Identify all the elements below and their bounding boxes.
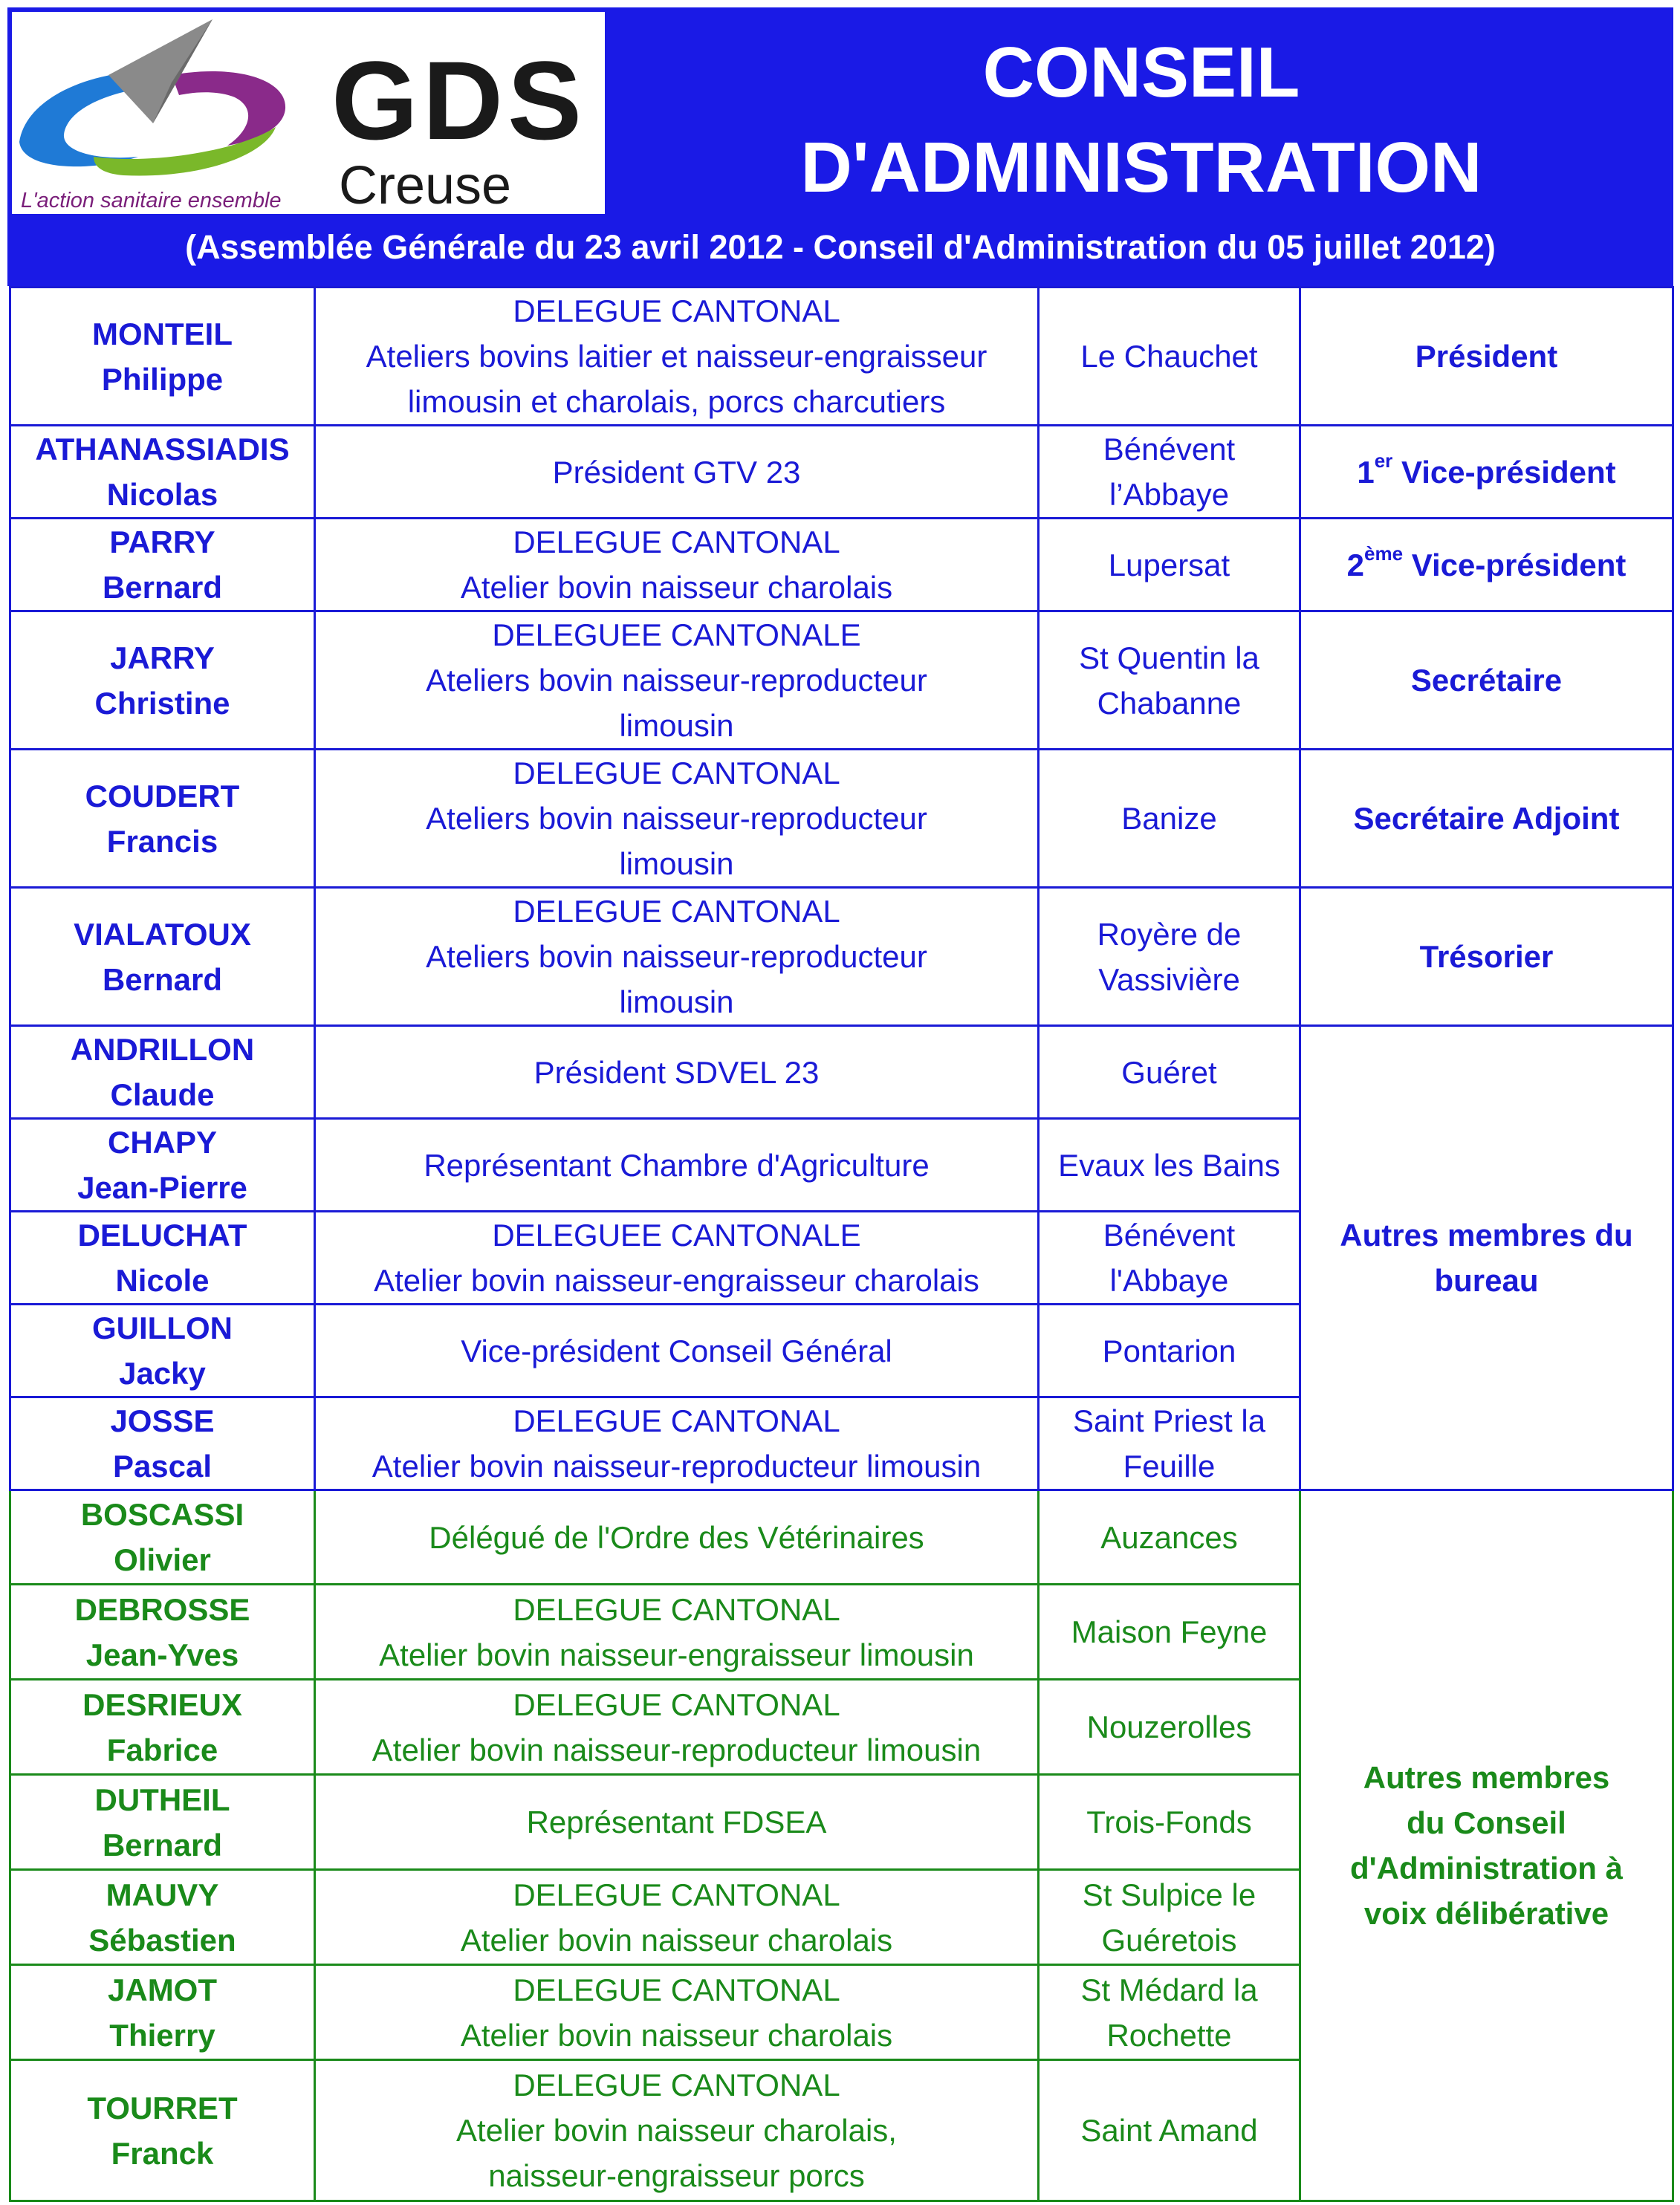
member-description-line: limousin bbox=[619, 984, 734, 1019]
member-description bbox=[315, 426, 1039, 519]
member-place-line: Pontarion bbox=[1102, 1333, 1236, 1368]
member-description-line: limousin bbox=[619, 708, 734, 743]
member-place-line: l’Abbaye bbox=[1109, 477, 1230, 512]
group-role-bureau-line: Autres membres du bbox=[1340, 1218, 1633, 1253]
table-row bbox=[10, 750, 1673, 888]
member-place bbox=[1039, 1680, 1300, 1775]
member-description-line: limousin bbox=[619, 846, 734, 881]
member-name bbox=[10, 1305, 315, 1397]
member-role: 1er Vice-président bbox=[1300, 426, 1673, 519]
member-place-line: Guéret bbox=[1121, 1054, 1217, 1090]
member-name bbox=[10, 750, 315, 888]
member-description-line: Vice-président Conseil Général bbox=[461, 1333, 892, 1368]
member-place bbox=[1039, 888, 1300, 1026]
member-description-line: Atelier bovin naisseur charolais bbox=[460, 2017, 893, 2053]
member-description-line: Ateliers bovins laitier et naisseur-engraisseur bbox=[366, 339, 987, 374]
member-role: 2ème Vice-président bbox=[1300, 519, 1673, 611]
page-title-line-2: D'ADMINISTRATION bbox=[800, 128, 1482, 207]
member-name-line: BOSCASSI bbox=[80, 1497, 244, 1532]
member-description-line: DELEGUE CANTONAL bbox=[513, 2068, 840, 2102]
member-place bbox=[1039, 1026, 1300, 1119]
council-table-body bbox=[10, 288, 1673, 2201]
member-description bbox=[315, 288, 1039, 426]
group-role-conseil-line: voix délibérative bbox=[1363, 1896, 1609, 1931]
member-name-line: DUTHEIL bbox=[94, 1782, 230, 1817]
member-description bbox=[315, 1775, 1039, 1870]
member-name bbox=[10, 1490, 315, 1585]
member-description-line: Président GTV 23 bbox=[552, 454, 801, 490]
member-place-line: Vassivière bbox=[1098, 961, 1240, 997]
member-description bbox=[315, 611, 1039, 750]
page-title-line-1: CONSEIL bbox=[982, 33, 1300, 112]
member-place-line: Evaux les Bains bbox=[1058, 1147, 1280, 1183]
member-name-line: Claude bbox=[110, 1077, 215, 1112]
member-description-line: Atelier bovin naisseur-reproducteur limousin bbox=[372, 1732, 982, 1767]
member-description bbox=[315, 1965, 1039, 2060]
member-description bbox=[315, 1870, 1039, 1965]
member-name-line: CHAPY bbox=[107, 1125, 218, 1160]
table-row bbox=[10, 888, 1673, 1026]
member-description-line: Ateliers bovin naisseur-reproducteur bbox=[426, 663, 927, 698]
member-role: Trésorier bbox=[1300, 888, 1673, 1026]
member-place bbox=[1039, 750, 1300, 888]
group-role-bureau bbox=[1300, 1026, 1673, 1490]
member-description-line: DELEGUE CANTONAL bbox=[513, 1972, 840, 2007]
role-ordinal-suffix: ème bbox=[1363, 542, 1404, 565]
member-name bbox=[10, 1965, 315, 2060]
member-name-line: Nicole bbox=[115, 1263, 210, 1298]
member-place-line: Rochette bbox=[1106, 2017, 1232, 2053]
member-name-line: ATHANASSIADIS bbox=[35, 432, 290, 467]
member-description-line: Atelier bovin naisseur-engraisseur limousin bbox=[379, 1637, 974, 1672]
member-place-line: Auzances bbox=[1100, 1519, 1238, 1555]
table-row bbox=[10, 1026, 1673, 1119]
member-description-line: DELEGUE CANTONAL bbox=[513, 1686, 840, 1722]
member-place-line: St Sulpice le bbox=[1082, 1877, 1256, 1912]
member-name-line: Bernard bbox=[102, 570, 223, 605]
member-name bbox=[10, 611, 315, 750]
member-name-line: TOURRET bbox=[87, 2090, 238, 2126]
logo-slogan: L'action sanitaire ensemble bbox=[21, 189, 282, 212]
member-name bbox=[10, 1119, 315, 1212]
member-description-line: Président SDVEL 23 bbox=[533, 1054, 820, 1090]
member-place bbox=[1039, 1870, 1300, 1965]
group-role-conseil bbox=[1300, 1490, 1673, 2201]
member-name-line: Bernard bbox=[102, 961, 223, 997]
member-description-line: Atelier bovin naisseur-engraisseur charolais bbox=[374, 1263, 979, 1298]
member-name-line: JARRY bbox=[110, 640, 215, 675]
member-name-line: Jean-Pierre bbox=[77, 1170, 247, 1205]
member-name bbox=[10, 1212, 315, 1305]
member-description-line: DELEGUE CANTONAL bbox=[513, 1591, 840, 1627]
page-subtitle: (Assemblée Générale du 23 avril 2012 - Conseil d'Administration du 05 juillet 2012) bbox=[185, 228, 1496, 266]
member-place-line: St Quentin la bbox=[1079, 640, 1259, 675]
member-name-line: Franck bbox=[111, 2135, 214, 2171]
member-description-line: DELEGUE CANTONAL bbox=[513, 525, 840, 559]
member-name-line: Christine bbox=[94, 685, 230, 721]
member-description bbox=[315, 750, 1039, 888]
member-name-line: Fabrice bbox=[106, 1732, 218, 1767]
member-description bbox=[315, 2060, 1039, 2201]
member-description bbox=[315, 1305, 1039, 1397]
member-place bbox=[1039, 1775, 1300, 1870]
member-name bbox=[10, 1870, 315, 1965]
member-name-line: Philippe bbox=[101, 361, 224, 397]
member-name-line: Jean-Yves bbox=[85, 1637, 239, 1672]
member-description-line: Atelier bovin naisseur charolais bbox=[460, 1922, 893, 1958]
member-place bbox=[1039, 288, 1300, 426]
member-name-line: Francis bbox=[106, 823, 218, 859]
member-description bbox=[315, 888, 1039, 1026]
member-place bbox=[1039, 2060, 1300, 2201]
table-row bbox=[10, 611, 1673, 750]
member-name-line: DELUCHAT bbox=[77, 1218, 247, 1253]
member-name-line: GUILLON bbox=[92, 1311, 233, 1345]
member-name-line: Nicolas bbox=[106, 477, 218, 512]
member-place-line: Bénévent bbox=[1103, 1218, 1236, 1253]
member-place bbox=[1039, 1397, 1300, 1490]
member-name bbox=[10, 2060, 315, 2201]
member-description-line: DELEGUEE CANTONALE bbox=[492, 617, 861, 652]
member-description bbox=[315, 1026, 1039, 1119]
member-name bbox=[10, 288, 315, 426]
member-place-line: Banize bbox=[1121, 801, 1217, 836]
member-description bbox=[315, 519, 1039, 611]
member-role: Secrétaire bbox=[1300, 611, 1673, 750]
gds-creuse-logo bbox=[12, 12, 605, 214]
member-description-line: limousin et charolais, porcs charcutiers bbox=[407, 384, 946, 419]
member-name bbox=[10, 519, 315, 611]
member-description bbox=[315, 1490, 1039, 1585]
council-table bbox=[9, 286, 1674, 2202]
member-description bbox=[315, 1585, 1039, 1680]
member-place-line: Bénévent bbox=[1103, 432, 1236, 467]
member-description-line: Atelier bovin naisseur charolais bbox=[460, 570, 893, 605]
member-name-line: Bernard bbox=[102, 1827, 223, 1863]
member-description-line: Atelier bovin naisseur charolais, bbox=[456, 2113, 897, 2148]
member-place-line: Royère de bbox=[1097, 916, 1242, 952]
member-description-line: Atelier bovin naisseur-reproducteur limousin bbox=[372, 1449, 982, 1484]
member-place-line: Maison Feyne bbox=[1071, 1614, 1268, 1649]
member-name-line: Olivier bbox=[114, 1542, 211, 1577]
group-role-conseil-line: Autres membres bbox=[1363, 1760, 1610, 1795]
member-name bbox=[10, 1397, 315, 1490]
role-ordinal-suffix: er bbox=[1374, 449, 1393, 472]
member-description-line: DELEGUE CANTONAL bbox=[513, 894, 840, 929]
member-name bbox=[10, 1026, 315, 1119]
member-name-line: JAMOT bbox=[108, 1972, 217, 2007]
table-row bbox=[10, 288, 1673, 426]
member-place bbox=[1039, 426, 1300, 519]
member-place bbox=[1039, 1490, 1300, 1585]
member-place-line: Saint Priest la bbox=[1072, 1403, 1266, 1438]
member-description-line: Représentant FDSEA bbox=[526, 1805, 827, 1839]
member-place-line: Feuille bbox=[1123, 1449, 1216, 1484]
member-name bbox=[10, 1775, 315, 1870]
member-name-line: PARRY bbox=[109, 525, 215, 559]
member-place bbox=[1039, 1212, 1300, 1305]
group-role-bureau-line: bureau bbox=[1434, 1263, 1539, 1298]
member-description bbox=[315, 1397, 1039, 1490]
member-description-line: DELEGUE CANTONAL bbox=[513, 756, 840, 790]
table-row bbox=[10, 1490, 1673, 1585]
member-name-line: JOSSE bbox=[110, 1403, 215, 1438]
member-description-line: DELEGUEE CANTONALE bbox=[492, 1218, 861, 1253]
member-name-line: Pascal bbox=[112, 1449, 213, 1484]
member-description bbox=[315, 1680, 1039, 1775]
header-banner bbox=[7, 7, 1673, 286]
member-description-line: DELEGUE CANTONAL bbox=[513, 293, 840, 328]
logo-brand-text: GDS bbox=[331, 38, 587, 163]
member-role: Secrétaire Adjoint bbox=[1300, 750, 1673, 888]
table-row bbox=[10, 519, 1673, 611]
member-description-line: Délégué de l'Ordre des Vétérinaires bbox=[429, 1519, 924, 1555]
table-row bbox=[10, 426, 1673, 519]
member-place bbox=[1039, 1119, 1300, 1212]
member-place-line: Le Chauchet bbox=[1080, 339, 1258, 374]
logo-sub-text: Creuse bbox=[339, 156, 512, 215]
group-role-conseil-line: d'Administration à bbox=[1349, 1851, 1623, 1886]
member-description-line: Ateliers bovin naisseur-reproducteur bbox=[426, 939, 927, 974]
member-name-line: Jacky bbox=[119, 1356, 206, 1391]
member-description bbox=[315, 1212, 1039, 1305]
member-name-line: DESRIEUX bbox=[82, 1686, 242, 1722]
member-name-line: Thierry bbox=[109, 2017, 215, 2053]
member-place-line: l'Abbaye bbox=[1109, 1263, 1229, 1298]
member-name bbox=[10, 1680, 315, 1775]
member-name bbox=[10, 426, 315, 519]
member-description-line: Ateliers bovin naisseur-reproducteur bbox=[426, 801, 927, 836]
member-place-line: Nouzerolles bbox=[1086, 1709, 1252, 1744]
member-place-line: Guéretois bbox=[1101, 1922, 1237, 1958]
member-name-line: ANDRILLON bbox=[70, 1032, 255, 1067]
member-place-line: Chabanne bbox=[1097, 685, 1242, 721]
member-name-line: Sébastien bbox=[88, 1922, 236, 1958]
member-place bbox=[1039, 1305, 1300, 1397]
member-name-line: COUDERT bbox=[85, 778, 240, 814]
member-place bbox=[1039, 611, 1300, 750]
member-name-line: DEBROSSE bbox=[74, 1591, 250, 1627]
member-description-line: DELEGUE CANTONAL bbox=[513, 1877, 840, 1912]
member-name bbox=[10, 888, 315, 1026]
member-name-line: MONTEIL bbox=[92, 316, 233, 351]
member-name-line: VIALATOUX bbox=[74, 916, 251, 952]
member-name-line: MAUVY bbox=[106, 1877, 219, 1912]
member-description-line: naisseur-engraisseur porcs bbox=[488, 2158, 865, 2193]
member-description-line: DELEGUE CANTONAL bbox=[513, 1403, 840, 1438]
member-description bbox=[315, 1119, 1039, 1212]
group-role-conseil-line: du Conseil bbox=[1407, 1805, 1566, 1840]
member-description-line: Représentant Chambre d'Agriculture bbox=[424, 1147, 930, 1183]
member-place-line: Trois-Fonds bbox=[1086, 1805, 1252, 1839]
member-place-line: Saint Amand bbox=[1080, 2113, 1258, 2148]
member-place-line: Lupersat bbox=[1108, 547, 1230, 582]
member-place bbox=[1039, 1965, 1300, 2060]
member-place-line: St Médard la bbox=[1080, 1972, 1258, 2007]
member-place bbox=[1039, 1585, 1300, 1680]
member-place bbox=[1039, 519, 1300, 611]
member-role: Président bbox=[1300, 288, 1673, 426]
member-name bbox=[10, 1585, 315, 1680]
